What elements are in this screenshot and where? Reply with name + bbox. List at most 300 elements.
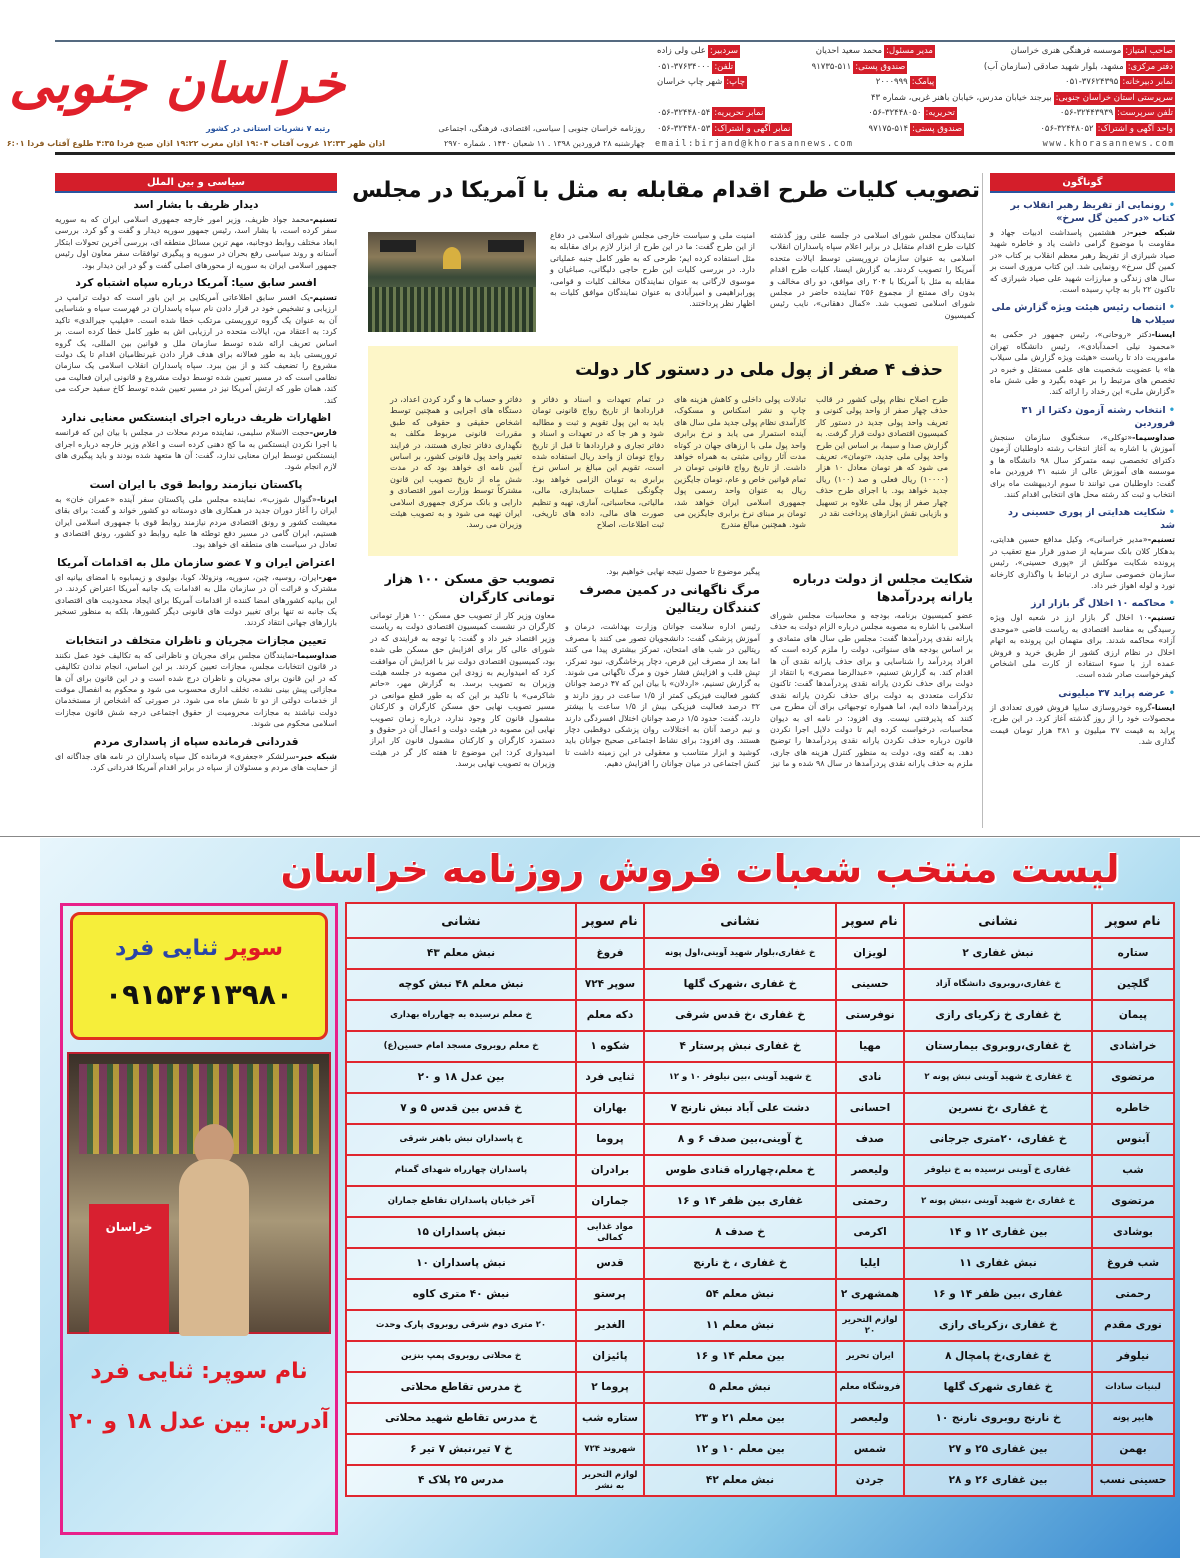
news-brief: [55, 276, 337, 406]
shop-name-cell: شکوه ۱: [576, 1031, 644, 1062]
address-cell: خ غفاری خ شهید آوینی نبش پونه ۲: [904, 1062, 1092, 1093]
bullet-icon: •: [1165, 200, 1175, 211]
brief-title[interactable]: شکایت هدایتی از پوری حسینی رد شد: [1007, 507, 1175, 532]
brief-body: [990, 534, 1175, 591]
website-link[interactable]: www.khorasannews.com: [1042, 139, 1175, 149]
shop-name-cell: پرستو: [576, 1279, 644, 1310]
shop-name-cell: صدف: [836, 1124, 904, 1155]
imprint-value: ۰۵۱-۳۷۶۳۴۰۰۰: [657, 61, 711, 72]
imprint-label: سرپرستی استان خراسان جنوبی:: [1055, 92, 1173, 103]
brief-headline[interactable]: [990, 597, 1175, 610]
news-agency: مهر-: [318, 572, 337, 582]
news-brief: [990, 687, 1175, 748]
brief-body: [55, 572, 337, 629]
shop-name-cell: دکه معلم: [576, 1000, 644, 1031]
news-agency: ایسنا-: [1151, 330, 1175, 340]
brief-headline[interactable]: [55, 735, 337, 749]
table-row: [346, 1434, 1174, 1465]
imprint-item: [982, 61, 1175, 74]
imprint-item: [874, 76, 937, 89]
imprint-value: علی ولی زاده: [657, 46, 706, 57]
address-cell: خ غفاری،بلوار شهید آوینی،اول پونه: [644, 938, 836, 969]
address-cell: بین عدل ۱۸ و ۲۰: [346, 1062, 576, 1093]
shop-name-cell: ایران تحریر: [836, 1341, 904, 1372]
news-brief: [55, 634, 337, 730]
table-header: نام سوپر: [576, 903, 644, 938]
feature-headline[interactable]: حذف ۴ صفر از پول ملی در دستور کار دولت: [575, 360, 943, 380]
story-body: رئیس اداره سلامت جوانان وزارت بهداشت، درمان و آموزش پزشکی گفت: دانشجویان تصور می کنند با مصرف ریتالین در شب های امتحان، تمرکز بیشتری پیدا می کنند اما بعد از مصرف این قرص، دچار پرخاشگری، نبود تمرکز، تپش قلب و افزایش فشار خون و مرگ ناگهانی می شوند. به گزارش تسنیم، «اردلان» با بیان این که ۴۷ درصد جوانان کشور فعالیت فیزیکی کمتر از ۱/۵ ساعت در روز دارند و ۳۲ درصد فعالیت فیزیکی بیش از ۱/۵ ساعت یا بیشتر دارند، گفت: حدود ۱/۵ درصد جوانان اختلال افسردگی دارند و نیم درصد آنان به اختلالات روان پزشکی دوقطبی دچار هستند. وی افزود: برای نشاط اجتماعی صحیح جوانان باید کوشید و ابزار متناسب و معقولی در این زمینه داشت تا کنش اجتماعی در میان جوانان را افزایش دهیم.: [565, 622, 761, 769]
address-cell: خ غفاری ،زکریای رازی: [904, 1310, 1092, 1341]
promo-phone[interactable]: ۰۹۱۵۳۶۱۳۹۸۰: [105, 978, 293, 1011]
table-row: [346, 1031, 1174, 1062]
news-brief: [55, 198, 337, 271]
brief-body: [990, 702, 1175, 748]
story-body: معاون وزیر کار از تصویب حق مسکن ۱۰۰ هزار تومانی کارگران در نشست کمیسیون اقتصادی دولت به ریاست وزیر اقتصاد خبر داد و گفت: با توجه به فرایندی که در شورای عالی کار برای افزایش حق مسکن طی شده بود، کمیسیون اقتصادی دولت نیز با افزایش آن موافقت کرد که امیدواریم به زودی این مصوبه در جلسه هیئت وزیران به تصویب برسد. به گزارش مهر، «حاتم شاکرمی» با تاکید بر این که به طور قطع موانعی در مسیر تصویب نهایی حق مسکن کارگران و کارکنان مشمول قانون کار وجود ندارد، درباره زمان تصویب نهایی این مصوبه در هیئت دولت و اعمال آن در حقوق و دستمزد کارگران و کارکنان مشمول قانون کار ابراز امیدواری کرد: این موضوع تا هفته کار گر در هیئت وزیران به تصویب نهایی برسد.: [370, 611, 556, 769]
shop-name-cell: لوازم التحریر ۲۰: [836, 1310, 904, 1341]
news-brief: [990, 506, 1175, 591]
shop-name-cell: ولیعصر: [836, 1403, 904, 1434]
table-row: [346, 1062, 1174, 1093]
lead-headline[interactable]: تصویب کلیات طرح اقدام مقابله به مثل با آمریکا در مجلس: [352, 178, 980, 203]
brief-body: [990, 612, 1175, 680]
story-subsidy: [770, 570, 973, 832]
shop-name-cell: ایلیا: [836, 1248, 904, 1279]
table-header: نشانی: [904, 903, 1092, 938]
address-cell: نبش معلم ۴۸ نبش کوچه: [346, 969, 576, 1000]
imprint-value: بیرجند خیابان مدرس، خیابان باهنر غربی، شماره ۴۳: [870, 92, 1052, 103]
shop-name-cell: مهیا: [836, 1031, 904, 1062]
lead-story-col1: نمایندگان مجلس شورای اسلامی در جلسه علنی روز گذشته کلیات طرح اقدام متقابل در برابر اعلام سپاه پاسداران انقلاب اسلامی به عنوان سازمان تروریستی توسط ایالات متحده آمریکا را تصویب کردند. به گزارش ایسنا، کلیات طرح اقدام مقابله به مثل با آمریکا با ۲۰۴ رای موافق، دو رای مخالف و بدون رای ممتنع از مجموع ۲۵۶ نماینده حاضر در مجلس شورای اسلامی تصویب شد. «کمال دهقانی»، نایب رئیس کمیسیون: [770, 231, 975, 320]
address-cell: خ غفاری ،شهرک گلها: [644, 969, 836, 1000]
address-cell: نبش پاسداران ۱۵: [346, 1217, 576, 1248]
shop-name-cell: مرتضوی: [1092, 1186, 1174, 1217]
brief-headline[interactable]: [990, 404, 1175, 430]
dateline: چهارشنبه ۲۸ فروردین ۱۳۹۸ . ۱۱ شعبان ۱۴۴۰ . شماره ۲۹۷۰: [444, 139, 645, 148]
brief-headline[interactable]: [55, 411, 337, 425]
brief-title[interactable]: عرضه پراید ۳۷ میلیونی: [1058, 687, 1166, 699]
masthead-bottom-rule: [55, 152, 1175, 155]
brief-title[interactable]: پاکستان نیازمند روابط قوی با ایران است: [89, 478, 303, 491]
table-row: [346, 1217, 1174, 1248]
news-brief: [990, 404, 1175, 500]
table-row: [346, 1465, 1174, 1496]
shop-name-cell: پائیزان: [576, 1341, 644, 1372]
shop-name-cell: همشهری ۲: [836, 1279, 904, 1310]
address-cell: خ معلم نرسیده به چهارراه بهداری: [346, 1000, 576, 1031]
address-cell: ۲۰ متری دوم شرقی روبروی پارک وحدت: [346, 1310, 576, 1341]
brief-body: [55, 292, 337, 406]
news-brief: [55, 735, 337, 774]
brief-headline[interactable]: [990, 301, 1175, 327]
imprint-row: [655, 75, 1175, 91]
address-cell: غفاری خ آوینی نرسیده به خ نیلوفر: [904, 1155, 1092, 1186]
imprint-item: [869, 92, 1175, 105]
shop-name-cell: جماران: [576, 1186, 644, 1217]
news-brief: [990, 597, 1175, 680]
brief-body: [55, 214, 337, 271]
address-cell: بین غفاری ۲۵ و ۲۷: [904, 1434, 1092, 1465]
imprint-value: ۰۵۶-۳۲۴۴۸۰۵۴: [657, 108, 711, 119]
imprint-row: [655, 91, 1175, 107]
shop-name-cell: شهروند ۷۲۴: [576, 1434, 644, 1465]
person: [179, 1159, 249, 1336]
imprint-item: [866, 107, 957, 120]
bullet-icon: •: [1165, 598, 1175, 610]
story-continuation: پیگیر موضوع تا حصول نتیجه نهایی خواهیم بود.: [606, 567, 760, 576]
imprint-label: تحریریه:: [925, 108, 955, 119]
bullet-icon: •: [1165, 507, 1175, 519]
shop-name-cell: سوپر ۷۲۴: [576, 969, 644, 1000]
address-cell: نبش پاسداران ۱۰: [346, 1248, 576, 1279]
address-cell: خ ۷ تیر،نبش ۷ تیر ۶: [346, 1434, 576, 1465]
table-row: [346, 1403, 1174, 1434]
brief-text: یک افسر سابق اطلاعاتی آمریکایی بر این باور است که دولت ترامپ در ارزیابی و تشخیص خود در قرار دادن نام سپاه پاسداران در فهرست سیاه و شناسایی آن به عنوان یک گروه تروریستی مرتکب خطا شده است. «فیلیپ جیرالدی» تاکید کرد: به اعتقاد من، ایالات متحده در ارزیابی اش به طور کامل خطا کرده است. بر اساس تعریف ارائه شده توسط سازمان ملل و قوانین بین المللی، یک گروه تروریستی باید به طور فعالانه برای هدف قرار دادن غیرنظامیان اقدام تا یک دولت مشروع را تضعیف کند و از بین ببرد. سپاه پاسداران انقلاب اسلامی یک سازمان نظامی است که در مسیر تعیین شده توسط دولت مشروع و قانونی ایران فعالیت می کند، همان طور که ارتش آمریکا نیز در مسیر تعیین شده توسط کاخ سفید حرکت می کند.: [55, 293, 337, 405]
imprint-item: [655, 76, 747, 89]
imprint-row: [655, 44, 1175, 60]
shop-name-cell: شمس: [836, 1434, 904, 1465]
shop-name-cell: بهمن: [1092, 1434, 1174, 1465]
brief-title[interactable]: قدردانی فرمانده سپاه از پاسداری مردم: [93, 735, 299, 748]
news-agency: صداوسیما-: [1132, 432, 1175, 442]
shop-name-cell: ستاره شب: [576, 1403, 644, 1434]
address-cell: نبش ۴۰ متری کاوه: [346, 1279, 576, 1310]
brief-text: «گنوال شوزب»، نماینده مجلس ملی پاکستان سفر آینده «عمران خان» به ایران را آغاز دوران جدید در همکاری های دوستانه دو کشور خواند و گفت: برای بقای معیشت کشور و رونق اقتصادی مردم نیازمند روابط قوی با جمهوری اسلامی ایران هستیم، ایران گامی در مسیر دفع توطئه ها علیه روابط دو کشور، رونق اقتصادی و تعادل در سیاست های منطقه ای خواهد بود.: [55, 494, 337, 550]
imprint-item: [655, 123, 792, 136]
imprint-item: [655, 45, 740, 58]
brief-text: ۱۰ اخلال گر بازار ارز در شعبه اول ویژه رسیدگی به مفاسد اقتصادی به ریاست قاضی «موحدی آزاد» محاکمه شدند. برای متهمان این پرونده به اتهام اخلال در نظام ارزی کشور از طریق خرید و فروش عمده ارز با سوء استفاده از کارت ملی اشخاص کیفرخواست صادر شده است.: [990, 613, 1175, 680]
imprint-label: تلفن:: [714, 61, 734, 72]
bullet-icon: •: [1165, 302, 1175, 314]
address-cell: غفاری بین ظفر ۱۴ و ۱۶: [644, 1186, 836, 1217]
news-brief: [55, 478, 337, 551]
imprint-item: [1038, 123, 1175, 136]
shop-name-cell: پروما ۲: [576, 1372, 644, 1403]
address-cell: خ غفاری خ زکریای رازی: [904, 1000, 1092, 1031]
imprint-item: [814, 45, 935, 58]
news-agency: صداوسیما-: [294, 650, 337, 660]
table-row: [346, 1124, 1174, 1155]
shop-name-cell: احسانی: [836, 1093, 904, 1124]
brief-headline[interactable]: [990, 199, 1175, 225]
shop-name-cell: لوازم التحریر به نشر: [576, 1465, 644, 1496]
address-cell: بین معلم ۱۴ و ۱۶: [644, 1341, 836, 1372]
bullet-icon: •: [1165, 687, 1175, 699]
address-cell: خ غفاری ،خ شهید آوینی ،نبش پونه ۲: [904, 1186, 1092, 1217]
table-row: [346, 1093, 1174, 1124]
shop-name-cell: حسینی: [836, 969, 904, 1000]
brief-body: [55, 427, 337, 473]
shop-name-cell: مواد غذایی کمالی: [576, 1217, 644, 1248]
brief-body: [55, 751, 337, 774]
brief-text: ایران، روسیه، چین، سوریه، ونزوئلا، کوبا، بولیوی و زیمبابوه با امضای بیانیه ای مشترک و قرائت آن در سازمان ملل به اقدامات یک جانبه آمریکا اعتراض کردند. در این بیانیه کشورهای امضا کننده از اقدامات آمریکا برای ایجاد محدودیت های اقتصادی یک جانبه نه تنها برای تغییر دولت های قانونی دیگر کشورها، بلکه به منظور تسخیر بازارهای جهانی انتقاد کردند.: [55, 572, 337, 628]
imprint-label: نمابر آگهی و اشتراک:: [714, 123, 791, 134]
bullet-icon: •: [1165, 404, 1175, 416]
brief-title[interactable]: اظهارات ظریف درباره اجرای اینستکس معنایی ندارد: [61, 412, 331, 425]
news-agency: شبکه خبر-: [295, 751, 337, 761]
feature-box: [368, 346, 958, 556]
news-agency: ایرنا-: [316, 494, 337, 504]
brief-headline[interactable]: [990, 687, 1175, 700]
promo-banner: [70, 912, 328, 1040]
imprint-label: صندوق پستی:: [855, 61, 906, 72]
imprint-value: ۲۰۰۰۹۹۹: [875, 77, 908, 88]
shop-name-cell: بهاران: [576, 1093, 644, 1124]
address-cell: بین معلم ۱۰ و ۱۲: [644, 1434, 836, 1465]
shop-name-cell: الغدیر: [576, 1310, 644, 1341]
address-cell: نبش غفاری ۱۱: [904, 1248, 1092, 1279]
brief-text: سرلشکر «جعفری» فرمانده کل سپاه پاسداران در نامه های جداگانه ای از حمایت های مردم و مسئولان از سپاه در برابر اقدام آمریکا قدردانی کرد.: [55, 751, 337, 773]
promo-name: ثنایی فرد: [114, 936, 218, 961]
shop-name-cell: بوشادی: [1092, 1217, 1174, 1248]
shop-name-cell: پیمان: [1092, 1000, 1174, 1031]
shop-name-cell: لویزان: [836, 938, 904, 969]
promo-shop-line: نام سوپر: ثنایی فرد: [90, 1359, 308, 1384]
brief-headline[interactable]: [55, 276, 337, 290]
imprint-value: ۰۵۶-۳۲۴۴۸۰۵۲: [1040, 123, 1094, 134]
imprint-item: [655, 107, 765, 120]
imprint-item: [867, 123, 965, 136]
shop-name-cell: قدس: [576, 1248, 644, 1279]
imprint-row: [655, 122, 1175, 138]
brief-headline[interactable]: [55, 198, 337, 212]
address-cell: خ نارنج روبروی نارنج ۱۰: [904, 1403, 1092, 1434]
section-header-politics: سیاسی و بین الملل: [55, 173, 337, 193]
imprint-label: چاپ:: [726, 77, 745, 88]
address-cell: خ غفاری ،خ قدس شرقی: [644, 1000, 836, 1031]
imprint-value: شهر چاپ خراسان: [657, 77, 723, 88]
address-cell: خ غفاری ،خ نسرین: [904, 1093, 1092, 1124]
imprint-label: واحد آگهی و اشتراک:: [1097, 123, 1173, 134]
story-headline[interactable]: شکایت مجلس از دولت درباره یارانه پردرآمدها: [792, 571, 973, 604]
imprint-item: [655, 61, 735, 74]
brief-title[interactable]: محاکمه ۱۰ اخلال گر بازار ارز: [1030, 598, 1166, 610]
imprint-item: [810, 61, 908, 74]
feature-col: در تمام تعهدات و اسناد و دفاتر و قراردادها از تاریخ رواج قانونی تومان باید به این پول تقویم و ثبت و مطالبه شود و هر جا که در تعهدات و اسناد و دفاتر تجاری و قراردادها تا قبل از تاریخ رواج تومان از واحد ریال استفاده شده است، تقویم این مبالغ بر اساس نرخ برابری به تومان الزامی خواهد بود. چگونگی عملیات حسابداری، مالی، مالیاتی، محاسباتی، آماری، تهیه و تنظیم صورت های مالی، داده های تاریخی، ثبت اطلاعات، اصلاح: [532, 395, 664, 530]
table-row: [346, 1248, 1174, 1279]
address-cell: خ غفاری نبش پرستار ۴: [644, 1031, 836, 1062]
email-link[interactable]: email:birjand@khorasannews.com: [655, 139, 854, 149]
brief-title[interactable]: رونمایی از تقریظ رهبر انقلاب بر کتاب «در کمین گل سرخ»: [1010, 200, 1175, 224]
shop-name-cell: لبنیات سادات: [1092, 1372, 1174, 1403]
brief-text: در هشتمین پاسداشت ادبیات جهاد و مقاومت با موضوع گرامی داشت یاد و خاطره شهید صیاد شیرازی از تقریظ رهبر معظم انقلاب بر کتاب «در کمین گل سرخ» رونمایی شد. این کتاب مروری است بر سال های زندگی و مبارزات شهید علی صیاد شیرازی که تاکنون ۲۲ بار به چاپ رسیده است.: [990, 228, 1175, 295]
imprint-row: [655, 60, 1175, 76]
brief-body: [990, 227, 1175, 295]
imprint-item: [1009, 45, 1175, 58]
table-row: [346, 1310, 1174, 1341]
brief-text: گروه خودروسازی سایپا فروش فوری تعدادی از محصولات خود را از روز گذشته آغاز کرد. در این طرح، پراید به قیمت ۳۷ میلیون و ۳۸۱ هزار تومان قیمت گذاری شد.: [990, 702, 1176, 746]
shop-name-cell: جردن: [836, 1465, 904, 1496]
brief-body: [55, 494, 337, 551]
brief-text: نمایندگان مجلس برای مجریان و ناظرانی که به تکالیف خود عمل نکنند در قانون انتخابات مجلس، مجازات تعیین کردند. بر این اساس، انجام ندادن تکالیفی که در این قانون برای مجریان و ناظران درج شده است و در این قانون برای آن ها مجازاتی پیش بینی نشده، تخلف اداری محسوب می شود و محکوم به انفصال موقت از خدمات دولتی از دو تا شش ماه می شود. در صورتی که اشخاص از مستخدمان دولت نباشند به مجازات محرومیت از حقوق اجتماعی درجه شش قانون مجازات اسلامی محکوم می شوند.: [55, 650, 337, 729]
shop-name-cell: نیلوفر: [1092, 1341, 1174, 1372]
news-agency: تسنیم-: [1147, 535, 1175, 545]
imprint-label: نمابر دبیرخانه:: [1122, 77, 1173, 88]
imprint-value: مشهد، بلوار شهید صادقی (سازمان آب): [983, 61, 1124, 72]
news-brief: [55, 411, 337, 473]
imprint-value: موسسه فرهنگی هنری خراسان: [1010, 46, 1122, 57]
shop-name-cell: هایپر پونه: [1092, 1403, 1174, 1434]
table-row: [346, 1155, 1174, 1186]
story-body: عضو کمیسیون برنامه، بودجه و محاسبات مجلس شورای اسلامی با اشاره به مصوبه مجلس درباره الزام دولت به حذف یارانه نقدی پردرآمدها گفت: مجلس طی سال های متمادی و بر اساس بودجه های سنواتی، دولت را ملزم کرده است که افراد پردرآمد را شناسایی و برای حذف یارانه نقدی آن ها اقدام کند. به گزارش تسنیم، «عبدالرضا مصری» با انتقاد از دولت برای حذف نکردن یارانه نقدی پردرآمدها گفت: تاکنون تذکرات متعددی به دولت برای حذف نکردن یارانه نقدی پردرآمدها داده ایم، اما همواره توجیهاتی برای آن مطرح می کنند که پذیرفتنی نیست. وی افزود: در نامه ای به دیوان محاسبات، درخواست کرده ایم تا دولت دلایل اجرا نکردن قانون درباره حذف نکردن یارانه نقدی پردرآمدها را توضیح دهد. به گفته وی، دولت به منظور کنترل هزینه های جاری، ملزم به حذف یارانه نقدی پردرآمدها در سال ۹۸ شده و ما نیز: [770, 611, 973, 769]
shop-name-cell: ولیعصر: [836, 1155, 904, 1186]
promo-shop-name: [73, 933, 325, 965]
address-cell: غفاری ،بین ظفر ۱۴ و ۱۶: [904, 1279, 1092, 1310]
address-cell: نبش معلم ۵: [644, 1372, 836, 1403]
brief-title[interactable]: دیدار ظریف با بشار اسد: [133, 199, 259, 211]
imprint-value: ۰۵۶-۳۲۴۴۸۰۵۰: [868, 108, 922, 119]
feature-col: تبادلات پولی داخلی و کاهش هزینه های چاپ و نشر اسکناس و مسکوک، کارآمدی نظام پولی جدید ملی سال های آینده استمرار می یابد و نرخ برابری واحد پول ملی با ارزهای جهان در کوتاه مدت آثار روانی مثبتی به همراه خواهد داشت. از تاریخ رواج قانونی تومان در تمام قوانین خاص و عام، تومان جایگزین ریال به عنوان واحد رسمی پول جمهوری اسلامی ایران خواهد شد، تومان بر مبنای نرخ برابری جایگزین می شود. همچنین مبالغ مندرج: [674, 395, 806, 530]
news-agency: فارس-: [309, 428, 337, 438]
address-cell: نبش معلم ۴۳: [346, 938, 576, 969]
address-cell: خ غفاری ، خ نارنج: [644, 1248, 836, 1279]
address-cell: خ مدرس تقاطع محلاتی: [346, 1372, 576, 1403]
brief-headline[interactable]: [55, 634, 337, 648]
shop-name-cell: آبنوس: [1092, 1124, 1174, 1155]
feature-col: دفاتر و حساب ها و گرد کردن اعداد، در دستگاه های اجرایی و همچنین توسط اشخاص حقیقی و حقوقی که طبق مقررات قانونی مربوط مکلف به نگهداری دفاتر تجاری هستند، در فرایند تغییر واحد پول قانونی کشور، بر اساس آیین نامه ای خواهد بود که در مدت شش ماه از تاریخ تصویب این قانون مشترکاً توسط وزارت امور اقتصادی و دارایی و بانک مرکزی جمهوری اسلامی ایران تهیه می شود و به تصویب هیئت وزیران می رسد.: [390, 395, 522, 530]
table-row: [346, 938, 1174, 969]
news-agency: تسنیم-: [309, 215, 337, 224]
logo-tagline: رتبه ۷ نشریات استانی در کشور: [206, 124, 330, 133]
brief-title[interactable]: انتصاب رئیس هیئت ویژه گزارش ملی سیلاب ها: [991, 302, 1175, 327]
address-cell: آخر خیابان پاسداران تقاطع جماران: [346, 1186, 576, 1217]
lead-story-col2: امنیت ملی و سیاست خارجی مجلس شورای اسلامی در دفاع از این طرح گفت: ما در این طرح از ابزار لازم برای مقابله به مثل استفاده کرده ایم؛ طرحی که به طور کامل جنبه عملیاتی دارد. در بررسی کلیات این طرح حاجی دلیگانی، صباغیان و موسوی لارگانی به عنوان نمایندگان مخالف کلیات و قوامی، پورابراهیمی و امیرآبادی به عنوان نمایندگان موافق کلیات به اظهار نظر پرداختند.: [550, 231, 755, 309]
table-header: نام سوپر: [836, 903, 904, 938]
newspaper-logo[interactable]: خراسان جنوبی: [9, 51, 345, 115]
imprint-label: صاحب امتیاز:: [1125, 46, 1173, 57]
shop-name-cell: برادران: [576, 1155, 644, 1186]
shop-name-cell: ثنایی فرد: [576, 1062, 644, 1093]
parliament-photo: [368, 232, 536, 332]
politics-column: [55, 173, 337, 831]
address-cell: بین غفاری ۱۲ و ۱۴: [904, 1217, 1092, 1248]
address-cell: خ غفاری،روبروی بیمارستان: [904, 1031, 1092, 1062]
shop-name-cell: گلچین: [1092, 969, 1174, 1000]
shop-name-cell: خاطره: [1092, 1093, 1174, 1124]
news-agency: ایسنا-: [1151, 702, 1175, 712]
brief-title[interactable]: افسر سابق سیا: آمریکا درباره سپاه اشتباه کرد: [75, 277, 317, 290]
table-row: [346, 1372, 1174, 1403]
table-header: نام سوپر: [1092, 903, 1174, 938]
table-row: [346, 1279, 1174, 1310]
table-row: [346, 1341, 1174, 1372]
table-header: نشانی: [644, 903, 836, 938]
brief-body: [990, 432, 1175, 500]
column-divider: [982, 173, 983, 828]
shop-name-cell: فروشگاه معلم: [836, 1372, 904, 1403]
story-ritalin: [565, 566, 760, 832]
address-cell: نبش معلم ۴۲: [644, 1465, 836, 1496]
brief-headline[interactable]: [55, 478, 337, 492]
address-cell: بین غفاری ۲۶ و ۲۸: [904, 1465, 1092, 1496]
contact-line: [655, 138, 1175, 150]
shop-name-cell: نوفرستی: [836, 1000, 904, 1031]
news-agency: تسنیم-: [309, 293, 337, 303]
shop-name-cell: رحمتی: [836, 1186, 904, 1217]
brief-title[interactable]: انتخاب رشته آزمون دکترا از ۳۱ فروردین: [1021, 404, 1175, 429]
ad-title: لیست منتخب شعبات فروش روزنامه خراسان: [280, 847, 1120, 891]
address-cell: خ معلم،چهارراه قنادی طوس: [644, 1155, 836, 1186]
shop-name-cell: ستاره: [1092, 938, 1174, 969]
ad-divider: [0, 836, 1200, 837]
shop-name-cell: رحمتی: [1092, 1279, 1174, 1310]
news-brief: [990, 199, 1175, 295]
address-cell: خ غفاری، ۲۰متری جرجانی: [904, 1124, 1092, 1155]
story-headline[interactable]: مرگ ناگهانی در کمین مصرف کنندگان ریتالین: [579, 582, 760, 616]
imprint-label: سردبیر:: [709, 46, 738, 57]
misc-column: [990, 173, 1175, 831]
shop-name-cell: شب فروغ: [1092, 1248, 1174, 1279]
brief-headline[interactable]: [990, 506, 1175, 532]
news-brief: [990, 301, 1175, 397]
imprint-label: نمابر تحریریه:: [714, 108, 764, 119]
imprint-value: ۰۵۱-۳۷۶۲۴۳۹۵: [1065, 77, 1119, 88]
imprint-box: [655, 44, 1175, 137]
brief-title[interactable]: اعتراض ایران و ۷ عضو سازمان ملل به اقدامات آمریکا: [57, 556, 335, 569]
imprint-value: ۹۱۷۳۵-۵۱۱: [811, 61, 852, 72]
address-cell: خ مدرس تقاطع شهید محلاتی: [346, 1403, 576, 1434]
imprint-item: [1058, 107, 1175, 120]
table-header: نشانی: [346, 903, 576, 938]
masthead-rule: [55, 40, 1175, 42]
imprint-label: تلفن سرپرست:: [1117, 108, 1173, 119]
brief-text: «مدیر خراسانی»، وکیل مدافع حسین هدایتی، بدهکار کلان بانک سرمایه از صدور قرار منع تعقیب در پرونده شکایت موکلش از «پوری حسینی»، رئیس سازمان خصوصی سازی در ارتباط با واگذاری کارخانه نورد و لوله اهواز خبر داد.: [990, 535, 1175, 590]
story-headline[interactable]: تصویب حق مسکن ۱۰۰ هزار تومانی کارگران: [384, 571, 555, 604]
branch-table: [345, 902, 1175, 1497]
brief-text: دکتر «روحانی»، رئیس جمهور در حکمی به «محمود نیلی احمدآبادی»، رئیس دانشگاه تهران ماموریت داد تا ریاست «هیئت ویژه گزارش ملی سیلاب ها» با عضویت شخصیت های علمی مستقل و خبره در تخصص های مرتبط را بر عهده بگیرد و طی شش ماه «گزارش ملی» این رخداد را ارائه کند.: [990, 330, 1175, 397]
news-agency: تسنیم-: [1147, 613, 1175, 623]
imprint-item: [1063, 76, 1175, 89]
prayer-times: اذان ظهر ۱۲:۳۳ غروب آفتاب ۱۹:۰۴ اذان مغرب ۱۹:۲۲ اذان صبح فردا ۴:۳۵ طلوع آفتاب فردا ۶:۰۱: [6, 139, 385, 148]
imprint-value: ۰۵۶-۳۲۴۴۸۰۵۳: [657, 123, 711, 134]
imprint-label: مدیر مسئول:: [886, 46, 933, 57]
stand-label: خراسان: [105, 1220, 153, 1234]
brief-title[interactable]: تعیین مجازات مجریان و ناظران متخلف در انتخابات: [65, 634, 327, 647]
address-cell: خ شهید آوینی ،بین نیلوفر ۱۰ و ۱۲: [644, 1062, 836, 1093]
address-cell: دشت علی آباد نبش نارنج ۷: [644, 1093, 836, 1124]
shopkeeper-photo: [67, 1052, 331, 1334]
address-cell: پاسداران چهارراه شهدای گمنام: [346, 1155, 576, 1186]
brief-headline[interactable]: [55, 556, 337, 570]
promo-address: آدرس: بین عدل ۱۸ و ۲۰: [68, 1409, 330, 1434]
address-cell: خ آوینی،بین صدف ۶ و ۸: [644, 1124, 836, 1155]
shop-name-cell: حسینی نسب: [1092, 1465, 1174, 1496]
address-cell: خ معلم روبروی مسجد امام حسین(ع): [346, 1031, 576, 1062]
imprint-row: [655, 106, 1175, 122]
story-housing: [370, 570, 555, 832]
shop-name-cell: نادی: [836, 1062, 904, 1093]
imprint-value: ۰۵۶-۳۲۴۴۳۹۳۹: [1059, 108, 1114, 119]
address-cell: خ صدف ۸: [644, 1217, 836, 1248]
shop-name-cell: نوری مقدم: [1092, 1310, 1174, 1341]
imprint-value: محمد سعید احدیان: [815, 46, 883, 57]
shop-name-cell: اکرمی: [836, 1217, 904, 1248]
brief-text: حجت الاسلام سلیمی، نماینده مردم محلات در مجلس با بیان این که فرانسه با اجرا نکردن اینستکس به ما کج دهنی کرده است و اعلام وزیر خارجه درباره اجرای اینستکس توسط ایران معنایی ندارد، گفت: آن ها متعهد شده بودند و باید پیگیری های لازم انجام شود.: [55, 428, 337, 472]
table-row: [346, 1000, 1174, 1031]
brief-text: محمد جواد ظریف، وزیر امور خارجه جمهوری اسلامی ایران که به سوریه سفر کرده است، با بشار اسد، رئیس جمهور سوریه دیدار و گفت و گو کرد. بررسی ابعاد مختلف روابط دوجانبه، مهم ترین مسائل منطقه ای، بررسی آخرین تحولات ابتکار آستانه و روند سیاسی رفع بحران در سوریه و پیگیری توافقات سفر معاون اول رئیس جمهور اسلامی ایران به سوریه از محورهای اصلی گفت و گو در این دیدار بود.: [55, 215, 337, 270]
imprint-label: دفتر مرکزی:: [1127, 61, 1173, 72]
brief-text: «توکلی»، سخنگوی سازمان سنجش آموزش با اشاره به آغاز انتخاب رشته داوطلبان آزمون دکترای تخصصی نیمه متمرکز سال ۹۸ دانشگاه ها و موسسه های آموزش عالی از شنبه ۳۱ فروردین ماه گفت: داوطلبان می توانند تا سوم اردیبهشت ماه برای انتخاب و ثبت کد رشته محل های انتخابی اقدام کنند.: [990, 432, 1176, 499]
address-cell: خ محلاتی روبروی پمپ بنزین: [346, 1341, 576, 1372]
address-cell: خ غفاری شهرک گلها: [904, 1372, 1092, 1403]
table-row: [346, 1186, 1174, 1217]
paper-description: روزنامه خراسان جنوبی | سیاسی، اقتصادی، فرهنگی، اجتماعی: [438, 124, 645, 133]
address-cell: نبش غفاری ۲: [904, 938, 1092, 969]
imprint-value: ۹۷۱۷۵-۵۱۴: [868, 123, 909, 134]
shop-name-cell: خراشادی: [1092, 1031, 1174, 1062]
address-cell: بین معلم ۲۱ و ۲۳: [644, 1403, 836, 1434]
address-cell: خ غفاری،روبروی دانشگاه آزاد: [904, 969, 1092, 1000]
shop-name-cell: فروغ: [576, 938, 644, 969]
